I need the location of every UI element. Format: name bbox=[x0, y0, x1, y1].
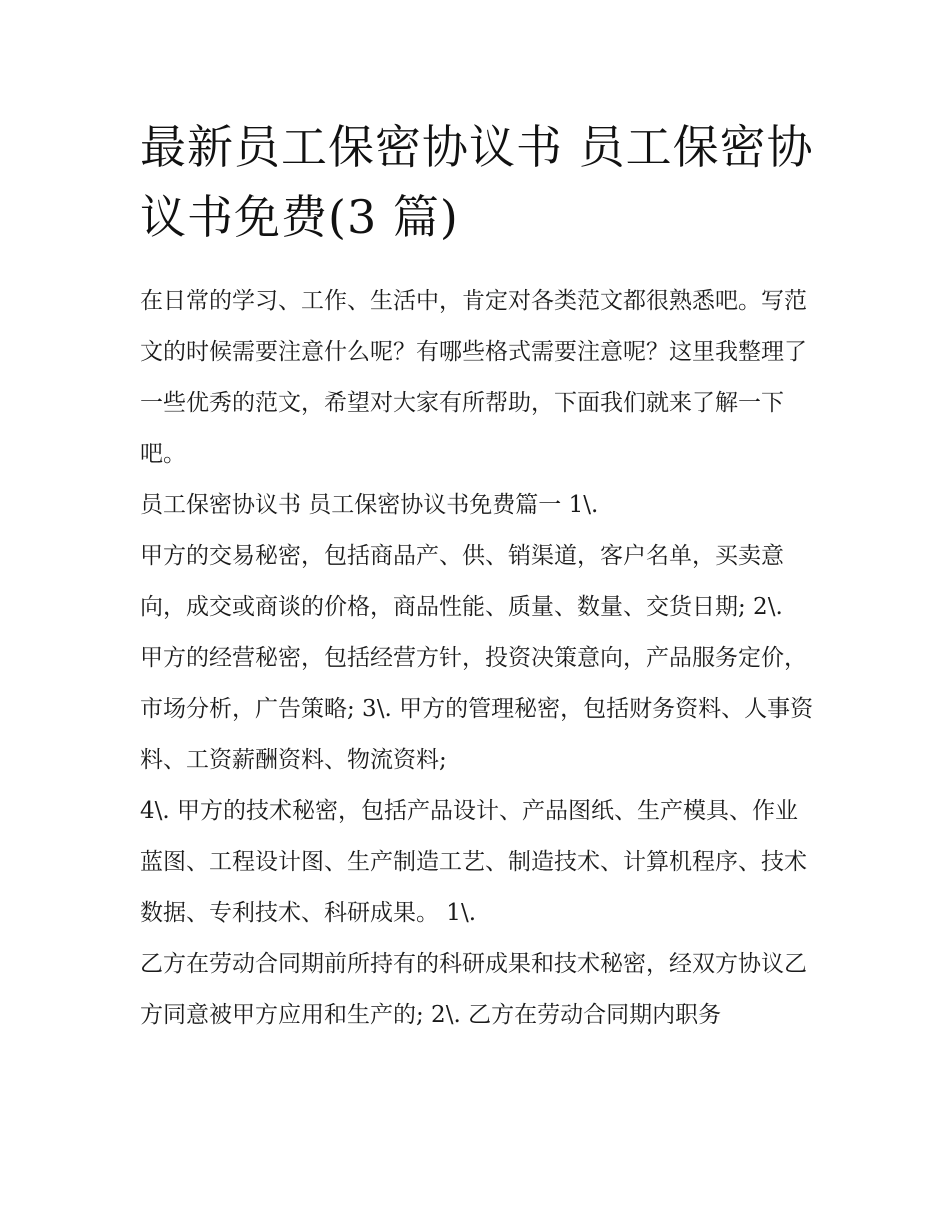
document-title: 最新员工保密协议书 员工保密协议书免费(3 篇) bbox=[140, 120, 814, 244]
document-body bbox=[140, 276, 820, 1041]
paragraph-business-secrets: 甲方的经营秘密，包括经营方针，投资决策意向，产品服务定价，市场分析，广告策略; 3\. 甲方的管理秘密，包括财务资料、人事资料、工资薪酬资料、物流资料; bbox=[140, 645, 814, 773]
paragraph-trade-secrets: 甲方的交易秘密，包括商品产、供、销渠道，客户名单，买卖意向，成交或商谈的价格，商品性能、质量、数量、交货日期; 2\. bbox=[140, 543, 784, 620]
paragraph-section-heading: 员工保密协议书 员工保密协议书免费篇一 1\. bbox=[140, 492, 599, 518]
paragraph-intro: 在日常的学习、工作、生活中，肯定对各类范文都很熟悉吧。写范文的时候需要注意什么呢？有哪些格式需要注意呢？这里我整理了一些优秀的范文，希望对大家有所帮助，下面我们就来了解一下吧。 bbox=[140, 288, 807, 467]
paragraph-technical-secrets: 4\. 甲方的技术秘密，包括产品设计、产品图纸、生产模具、作业蓝图、工程设计图、生产制造工艺、制造技术、计算机程序、技术数据、专利技术、科研成果。 1\. bbox=[140, 798, 807, 926]
paragraph-party-b: 乙方在劳动合同期前所持有的科研成果和技术秘密，经双方协议乙方同意被甲方应用和生产的; 2\. 乙方在劳动合同期内职务 bbox=[140, 951, 807, 1028]
